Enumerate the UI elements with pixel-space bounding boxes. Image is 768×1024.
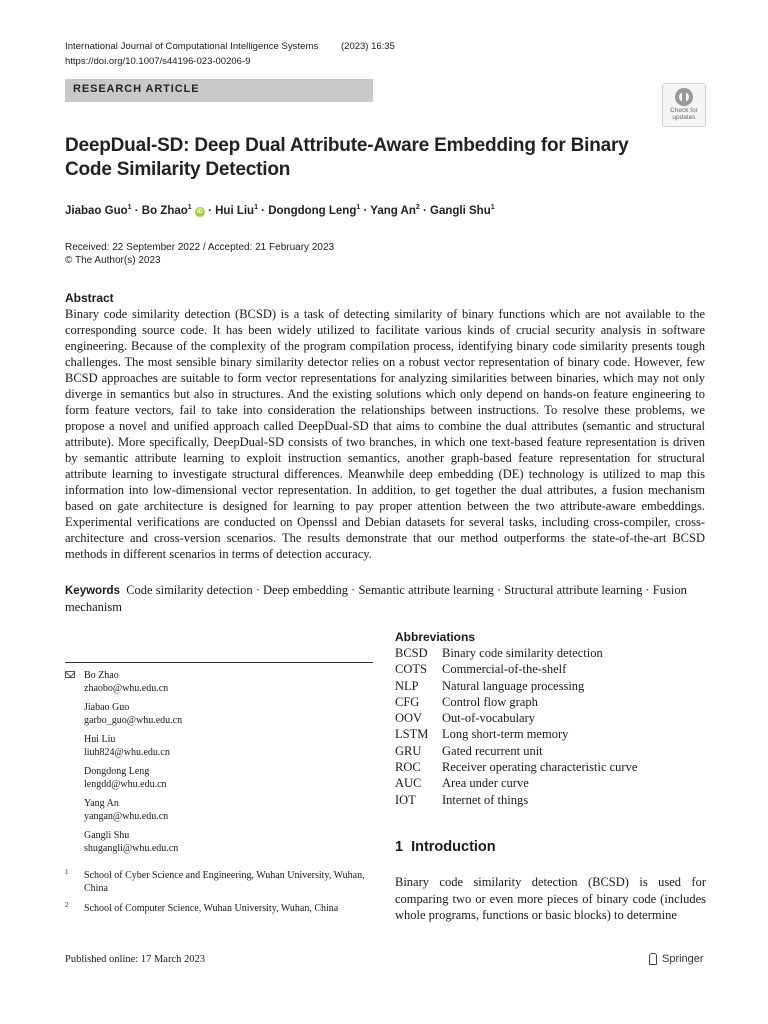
abbreviations-heading: Abbreviations <box>395 630 476 644</box>
contact-entry <box>84 797 373 823</box>
springer-horse-icon <box>647 953 658 965</box>
publisher-logo <box>647 953 704 965</box>
keywords-label: Keywords <box>65 585 120 597</box>
abbreviation-row <box>395 694 637 710</box>
abbreviation-row <box>395 661 637 677</box>
abbreviation-expansion: Area under curve <box>442 776 529 791</box>
author-affil-number: 1 <box>490 204 495 211</box>
journal-name: International Journal of Computational Intelligence Systems <box>65 41 319 52</box>
abbreviation-expansion: Receiver operating characteristic curve <box>442 760 638 775</box>
received-accepted-dates: Received: 22 September 2022 / Accepted: 21 February 2023 <box>65 242 335 253</box>
abbreviation-row <box>395 645 637 661</box>
affiliations <box>65 869 373 922</box>
abbreviation-key: LSTM <box>395 727 429 742</box>
contact-name: Dongdong Leng <box>84 766 150 777</box>
contact-name: Yang An <box>84 798 119 809</box>
contact-entry <box>84 733 373 759</box>
check-updates-label: Check for updates <box>670 107 698 121</box>
contact-name: Gangli Shu <box>84 830 130 841</box>
published-online-date: Published online: 17 March 2023 <box>65 954 205 965</box>
author-name[interactable]: Yang An <box>370 204 416 217</box>
abbreviation-expansion: Long short-term memory <box>442 727 569 742</box>
abbreviation-expansion: Out-of-vocabulary <box>442 711 536 726</box>
author-name[interactable]: Jiabao Guo <box>65 204 128 217</box>
contact-name: Jiabao Guo <box>84 702 130 713</box>
contact-entry <box>84 669 373 695</box>
affiliation-text: School of Cyber Science and Engineering, Wuhan University, Wuhan, China <box>84 870 365 894</box>
abbreviation-key: BCSD <box>395 646 428 660</box>
abbreviation-key: CFG <box>395 694 420 709</box>
abbreviations-table <box>395 645 637 808</box>
contact-email[interactable]: zhaobo@whu.edu.cn <box>84 683 169 694</box>
contact-entry <box>84 701 373 727</box>
abbreviation-key: IOT <box>395 792 416 807</box>
contact-entry <box>84 765 373 791</box>
publication-dates <box>65 241 334 267</box>
contact-divider <box>65 662 373 663</box>
abbreviation-row <box>395 759 637 775</box>
author-affil-number: 1 <box>356 204 361 211</box>
abbreviation-row <box>395 710 637 726</box>
journal-volume: (2023) 16:35 <box>341 41 395 52</box>
abbreviation-key: OOV <box>395 711 423 726</box>
abbreviation-key: GRU <box>395 743 422 758</box>
abbreviation-expansion: Binary code similarity detection <box>442 646 603 660</box>
contact-email[interactable]: yangan@whu.edu.cn <box>84 811 169 822</box>
check-updates-icon <box>675 88 693 106</box>
affiliation-entry <box>65 869 373 895</box>
contact-email[interactable]: lengdd@whu.edu.cn <box>84 779 167 790</box>
abbreviation-key: ROC <box>395 760 421 775</box>
author-name[interactable]: Gangli Shu <box>430 204 491 217</box>
introduction-text: Binary code similarity detection (BCSD) is used for comparing two or even more pieces of binary code (includes whole programs, functions or basic blocks) to determine <box>395 875 706 922</box>
abbreviation-expansion: Gated recurrent unit <box>442 743 543 758</box>
abbreviation-expansion: Control flow graph <box>442 694 538 709</box>
contact-name: Hui Liu <box>84 734 116 745</box>
author-affil-number: 1 <box>254 204 258 211</box>
orcid-icon[interactable]: iD <box>196 208 203 215</box>
author-name[interactable]: Hui Liu <box>215 204 255 217</box>
author-affil-number: 1 <box>187 204 192 211</box>
abbreviation-row <box>395 792 637 808</box>
author-list: Jiabao Guo$^1$ · Bo Zhao$^1$ iD · Hui Liu$^1$ · Dongdong Leng$^1$ · Yang $An^2$ · Gangli Shu$^1$ <box>65 204 495 217</box>
section-heading-introduction <box>395 839 496 855</box>
section-title: Introduction <box>411 839 496 855</box>
paper-title: DeepDual-SD: Deep Dual Attribute-Aware Embedding for Binary Code Similarity Detection <box>65 135 629 180</box>
article-type-badge <box>65 79 373 102</box>
abbreviation-expansion: Commercial-of-the-shelf <box>442 662 567 677</box>
affiliation-text: School of Computer Science, Wuhan University, Wuhan, China <box>84 903 339 914</box>
contact-email[interactable]: shugangli@whu.edu.cn <box>84 843 179 854</box>
affiliation-number: 2 <box>65 901 69 909</box>
abbreviation-key: AUC <box>395 776 422 791</box>
abbreviation-row <box>395 678 637 694</box>
abbreviation-key: COTS <box>395 662 427 677</box>
abbreviation-row <box>395 775 637 791</box>
check-for-updates-button[interactable] <box>662 83 706 127</box>
keywords-block <box>65 582 705 615</box>
contact-email[interactable]: garbo_guo@whu.edu.cn <box>84 715 183 726</box>
author-name[interactable]: Bo Zhao <box>141 204 188 217</box>
contact-entry <box>84 829 373 855</box>
section-number: 1 <box>395 839 404 855</box>
article-type-label: RESEARCH ARTICLE <box>73 83 200 95</box>
author-affil-number: 1 <box>127 204 132 211</box>
contact-name: Bo Zhao <box>84 670 119 681</box>
keywords-text: Code similarity detection · Deep embedding · Semantic attribute learning · Structural attribute learning · Fusion mechanism <box>65 583 687 614</box>
envelope-icon <box>65 671 75 678</box>
author-affil-number: 2 <box>415 204 420 211</box>
copyright-notice: © The Author(s) 2023 <box>65 255 161 266</box>
author-name[interactable]: Dongdong Leng <box>268 204 357 217</box>
affiliation-number: 1 <box>65 868 69 876</box>
abstract-text: Binary code similarity detection (BCSD) is a task of detecting similarity of binary functions which are not available to the corresponding source code. It has been widely utilized to facilitate various kinds of crucial security analysis in software engineering. Because of the complexity of the program compilation process, identifying binary code similarity presents tough challenges. The most sensible binary similarity detector relies on a robust vector representation of binary code. However, few BCSD approaches are suitable to form vector representations for analyzing similarities between binaries, which may not only diverge in semantics but also in structures. And the existing solutions which only depend on hands-on feature engineering to form feature vectors, fail to take into consideration the relationships between instructions. To resolve these problems, we propose a novel and unified approach called DeepDual-SD that aims to combine the dual attributes (semantic and structural attribute). More specifically, DeepDual-SD consists of two branches, in which one text-based feature representation is driven by semantic attribute learning to exploit instruction semantics, another graph-based feature representation for structural attribute learning to investigate structural differences. Meanwhile deep embedding (DE) technology is utilized to map this information into low-dimensional vector representation. In addition, to get together the dual attributes, a fusion mechanism based on gate architecture is designed for learning to pay proper attention between the two attribute-aware embeddings. Experimental verifications are conducted on Openssl and Debian datasets for several tasks, including cross-compiler, cross-architecture and cross-version scenarios. The results demonstrate that our method outperforms the state-of-the-art BCSD methods in different scenarios in terms of detection accuracy. <box>65 307 705 561</box>
abbreviation-row <box>395 743 637 759</box>
affiliation-entry <box>65 902 373 915</box>
contact-email[interactable]: liuh824@whu.edu.cn <box>84 747 170 758</box>
publisher-name: Springer <box>662 953 704 965</box>
abbreviation-row <box>395 726 637 742</box>
abbreviation-key: NLP <box>395 678 419 693</box>
abbreviation-expansion: Internet of things <box>442 792 529 807</box>
abbreviation-expansion: Natural language processing <box>442 678 585 693</box>
doi-link[interactable]: https://doi.org/10.1007/s44196-023-00206-9 <box>65 56 251 67</box>
abstract-heading: Abstract <box>65 291 114 305</box>
